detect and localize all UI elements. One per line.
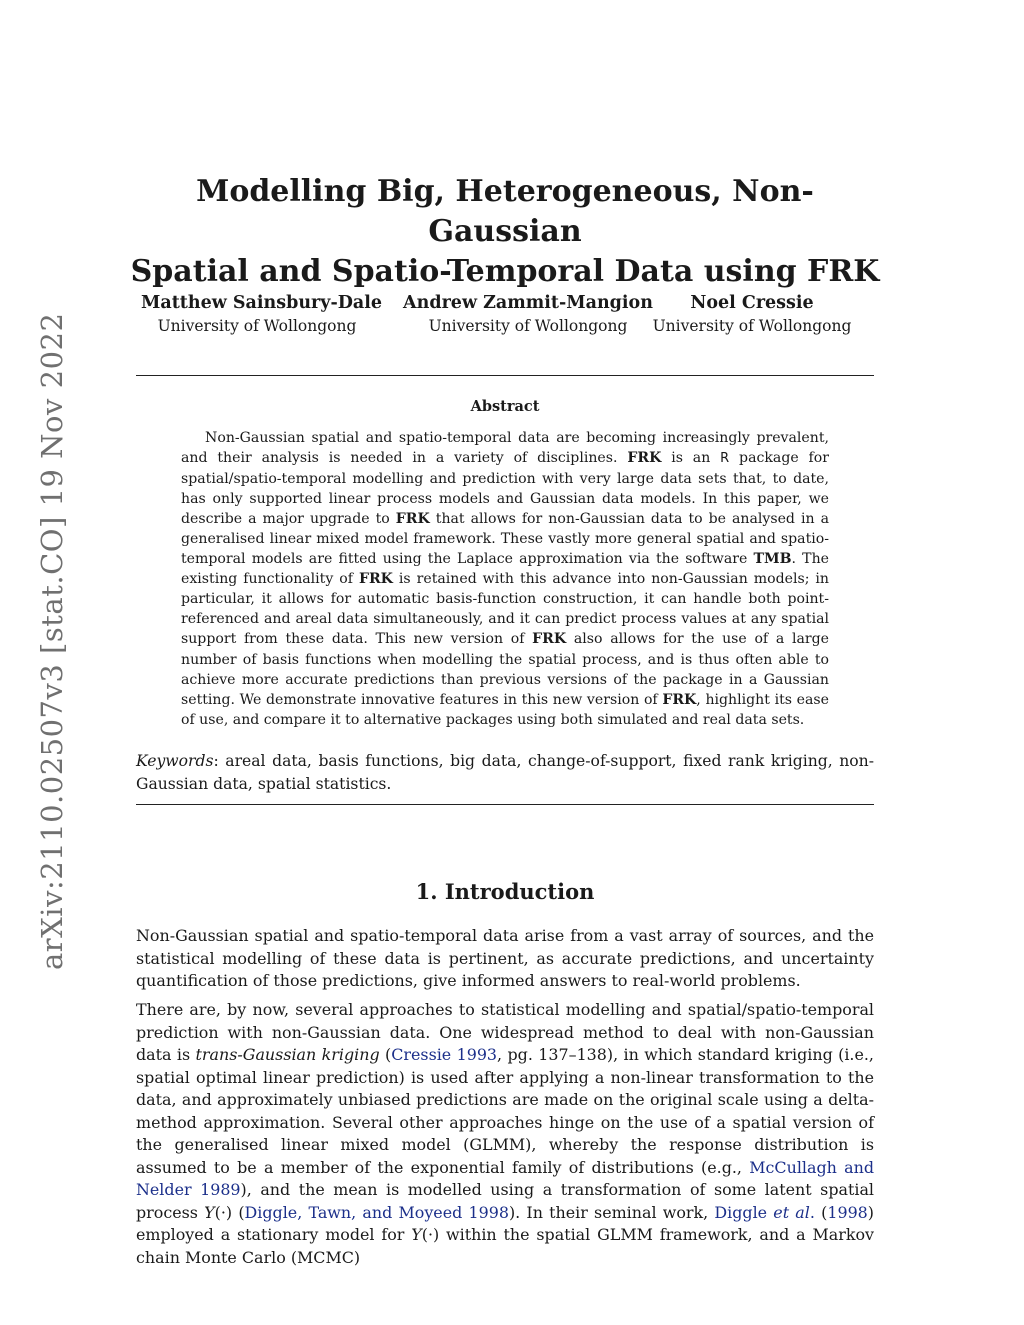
author-2 bbox=[398, 290, 658, 336]
title-line-2: Spatial and Spatio-Temporal Data using FRK bbox=[130, 254, 880, 289]
keywords-list: : areal data, basis functions, big data, change-of-support, fixed rank kriging, non-Gaussian data, spatial statistics. bbox=[136, 752, 874, 793]
author-name: Noel Cressie bbox=[690, 293, 814, 313]
frk-package-name: FRK bbox=[532, 631, 567, 648]
math-y: Y bbox=[204, 1202, 215, 1222]
intro-paragraph-2: There are, by now, several approaches to statistical modelling and spatial/spatio-temporal prediction with non-Gaussian data. One widespread method to deal with non-Gaussian data is trans-Gaussian kriging (Cressie 1993, pg. 137–138), in which standard kriging (i.e., spatial optimal linear prediction) is used after applying a non-linear transformation to the data, and approximately unbiased predictions are made on the original scale using a delta-method approximation. Several other approaches hinge on the use of a spatial version of the generalised linear mixed model (GLMM), whereby the response distribution is assumed to be a member of the exponential family of distributions (e.g., McCullagh and Nelder 1989), and the mean is modelled using a transformation of some latent spatial process Y(·) (Diggle, Tawn, and Moyeed 1998). In their seminal work, Diggle et al. (1998) employed a stationary model for Y(·) within the spatial GLMM framework, and a Markov chain Monte Carlo (MCMC) bbox=[136, 1000, 874, 1267]
abstract-heading: Abstract bbox=[470, 398, 540, 415]
citation-link[interactable]: Diggle, Tawn, and Moyeed 1998 bbox=[244, 1202, 509, 1222]
keywords-label: Keywords bbox=[136, 752, 214, 770]
bottom-rule bbox=[136, 804, 874, 805]
frk-package-name: FRK bbox=[662, 691, 697, 708]
keywords bbox=[136, 750, 874, 796]
citation-link[interactable]: 1998 bbox=[827, 1202, 868, 1222]
frk-package-name: FRK bbox=[395, 511, 430, 528]
title-line-1: Modelling Big, Heterogeneous, Non-Gaussian bbox=[196, 174, 814, 249]
author-name: Andrew Zammit-Mangion bbox=[403, 293, 653, 313]
paper-title bbox=[130, 172, 880, 292]
term-trans-gaussian-kriging: trans-Gaussian kriging bbox=[195, 1045, 380, 1064]
frk-package-name: FRK bbox=[358, 571, 393, 588]
author-affiliation: University of Wollongong bbox=[652, 317, 852, 335]
section-heading-introduction: 1. Introduction bbox=[415, 879, 595, 904]
citation-link[interactable]: Diggle et al. bbox=[714, 1202, 815, 1222]
frk-package-name: FRK bbox=[627, 450, 662, 467]
arxiv-side-stamp: arXiv:2110.02507v3 [stat.CO] 19 Nov 2022 bbox=[35, 312, 69, 970]
citation-link[interactable]: McCullagh and Nelder 1989 bbox=[136, 1157, 874, 1199]
author-affiliation: University of Wollongong bbox=[157, 317, 357, 335]
author-name: Matthew Sainsbury-Dale bbox=[141, 293, 383, 313]
author-3 bbox=[650, 290, 854, 336]
top-rule bbox=[136, 375, 874, 376]
abstract-body: Non-Gaussian spatial and spatio-temporal data are becoming increasingly prevalent, and their analysis is needed in a variety of disciplines. FRK is an R package for spatial/spatio-temporal modelling and prediction with very large data sets that, to date, has only supported linear process models and Gaussian data models. In this paper, we describe a major upgrade to FRK that allows for non-Gaussian data to be analysed in a generalised linear mixed model framework. These vastly more general spatial and spatio-temporal models are fitted using the Laplace approximation via the software TMB. The existing functionality of FRK is retained with this advance into non-Gaussian models; in particular, it allows for automatic basis-function construction, it can handle both point-referenced and areal data simultaneously, and it can predict process values at any spatial support from these data. This new version of FRK also allows for the use of a large number of basis functions when modelling the spatial process, and is thus often able to achieve more accurate predictions than previous versions of the package in a Gaussian setting. We demonstrate innovative features in this new version of FRK, highlight its ease of use, and compare it to alternative packages using both simulated and real data sets. bbox=[181, 430, 830, 728]
r-language-name: R bbox=[720, 451, 730, 467]
author-block bbox=[130, 290, 880, 340]
intro-paragraph-1: Non-Gaussian spatial and spatio-temporal data arise from a vast array of sources, and the statistical modelling of these data is pertinent, as accurate predictions, and uncertainty quantification of those predictions, give informed answers to real-world problems. bbox=[136, 926, 874, 990]
tmb-software-name: TMB bbox=[753, 551, 792, 568]
citation-link[interactable]: Cressie 1993 bbox=[391, 1045, 498, 1064]
math-y: Y bbox=[411, 1225, 422, 1244]
author-1 bbox=[141, 290, 383, 336]
author-affiliation: University of Wollongong bbox=[428, 317, 628, 335]
